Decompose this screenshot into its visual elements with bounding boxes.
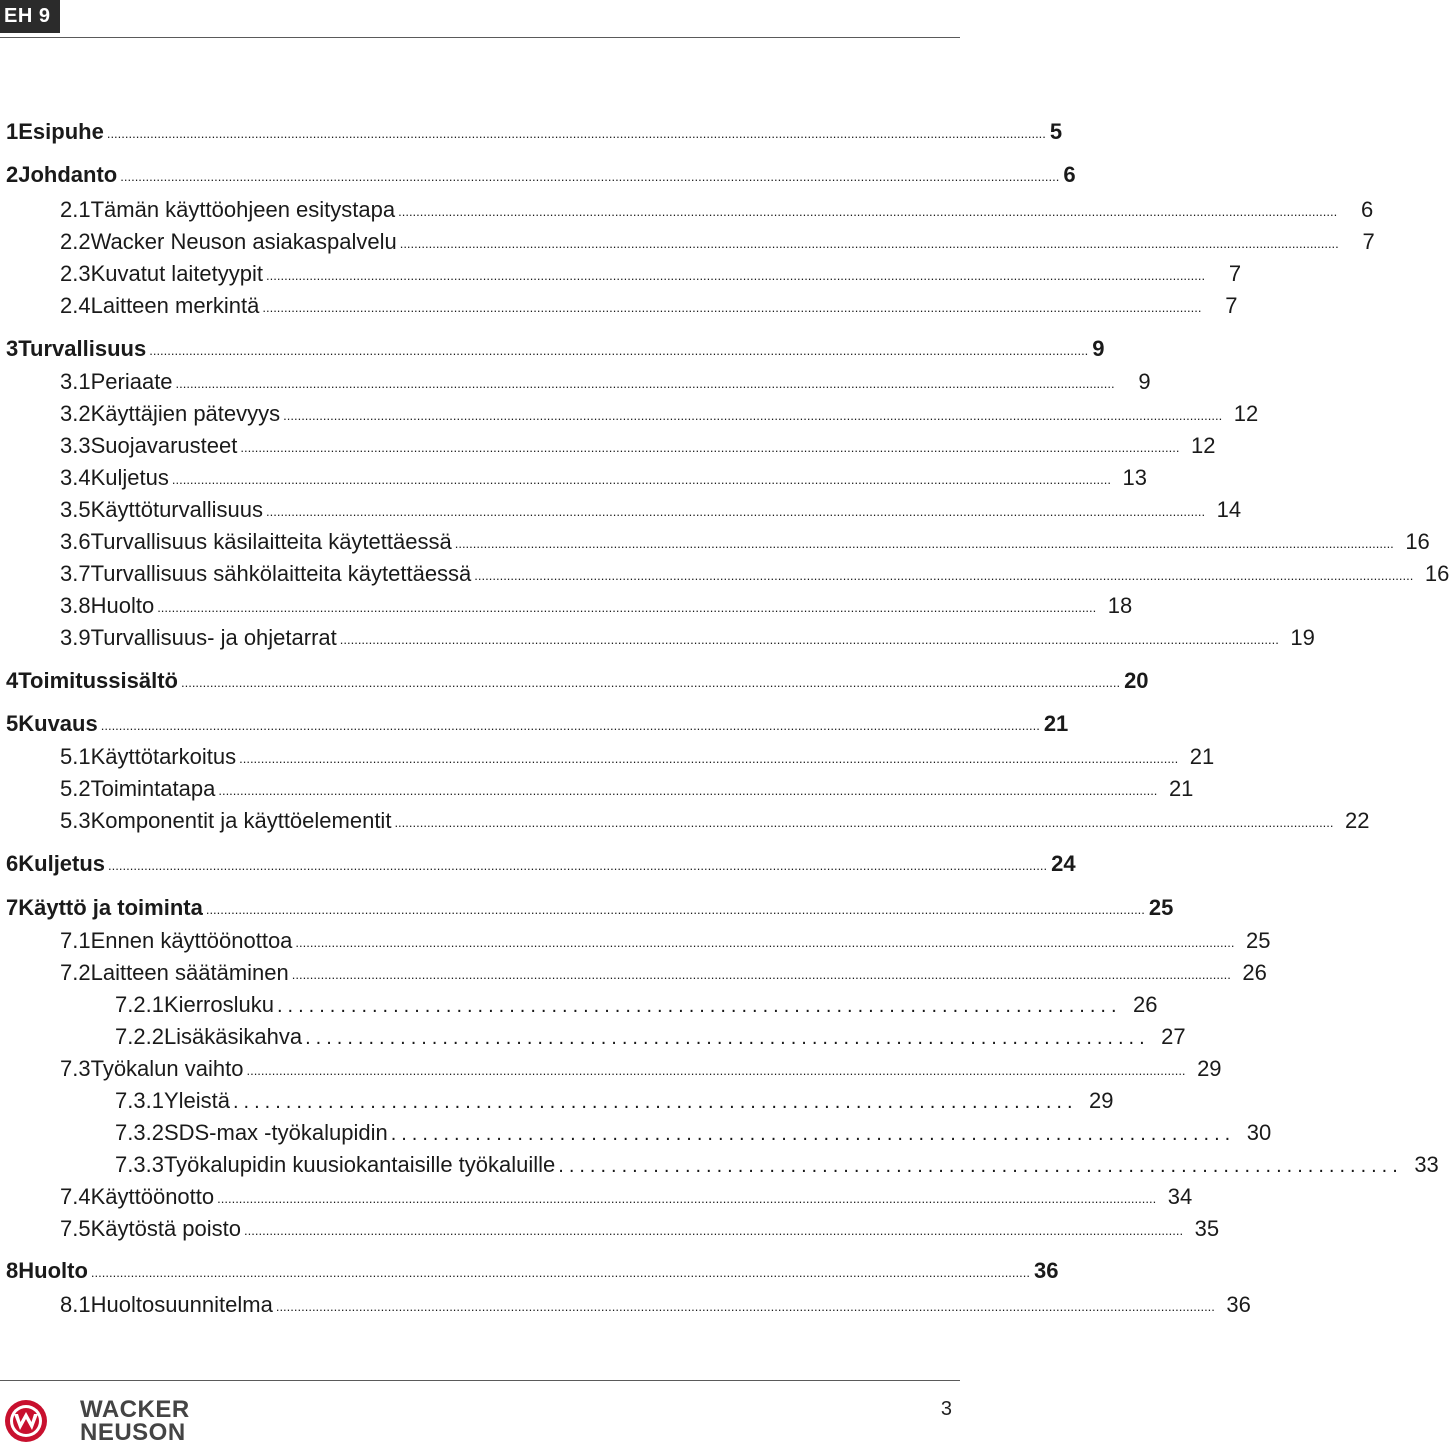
toc-entry-number: 7.4 — [60, 1184, 91, 1209]
toc-entry-title: Ennen käyttöönottoa — [90, 928, 293, 953]
toc-leader-dots: .................................................................................................................................................................................................................................................................... — [205, 902, 1145, 917]
toc-entry-number: 5.1 — [60, 744, 91, 769]
toc-entry-title: Käyttöönotto — [90, 1184, 215, 1209]
toc-entry-title: Komponentit ja käyttöelementit — [90, 808, 392, 833]
toc-entry-title: Turvallisuus käsilaitteita käytettäessä — [90, 529, 452, 554]
toc-entry-title: Tämän käyttöohjeen esitystapa — [90, 197, 396, 222]
toc-entry-number: 5.3 — [60, 808, 91, 833]
toc-entry[interactable] — [0, 625, 1315, 651]
toc-entry-page: 18 — [1107, 593, 1133, 618]
page-number: 3 — [940, 1398, 952, 1420]
toc-leader-dots: .................................................................................................................................................................................................................................................................... — [108, 858, 1048, 873]
toc-entry-number: 7.3.2 — [115, 1120, 164, 1145]
toc-entry[interactable] — [0, 668, 1149, 694]
toc-entry-page: 36 — [1033, 1258, 1059, 1283]
toc-entry-title: Suojavarusteet — [90, 433, 238, 458]
toc-entry-number: 3.2 — [60, 401, 91, 426]
toc-leader-dots: .................................................................................................................................................................................................................................................................... — [295, 935, 1235, 950]
toc-entry-page: 7 — [1362, 229, 1375, 254]
toc-entry[interactable] — [0, 401, 1259, 427]
toc-entry[interactable] — [0, 776, 1194, 802]
toc-entry-page: 5 — [1049, 119, 1063, 144]
toc-leader-dots: .................................................................................................................................................................................................................................................................... — [394, 815, 1334, 830]
toc-entry[interactable] — [0, 1056, 1222, 1082]
toc-entry[interactable] — [0, 992, 1158, 1018]
toc-entry[interactable] — [0, 808, 1370, 834]
toc-entry-title: Turvallisuus sähkölaitteita käytettäessä — [90, 561, 472, 586]
toc-entry-number: 3.5 — [60, 497, 91, 522]
toc-entry-title: Kuvaus — [18, 711, 98, 736]
toc-entry[interactable] — [0, 433, 1216, 459]
toc-leader-dots: .................................................................................................................................................................................................................................................................... — [339, 632, 1279, 647]
toc-entry-page: 12 — [1233, 401, 1259, 426]
toc-entry-number: 3 — [6, 336, 19, 361]
toc-entry[interactable] — [0, 593, 1133, 619]
toc-entry-number: 3.7 — [60, 561, 91, 586]
toc-entry[interactable] — [0, 895, 1174, 921]
toc-entry-title: Laitteen säätäminen — [90, 960, 289, 985]
toc-entry[interactable] — [0, 744, 1215, 770]
toc-entry-number: 7.1 — [60, 928, 91, 953]
toc-entry-number: 6 — [6, 851, 19, 876]
toc-entry-page: 26 — [1242, 960, 1267, 985]
toc-entry-number: 2.1 — [60, 197, 91, 222]
chapter-tab — [0, 0, 60, 33]
toc-entry[interactable] — [0, 1152, 1439, 1178]
toc-leader-dots: .................................................................................................................................................................................................................................................................... — [157, 600, 1097, 615]
toc-leader-dots: .................................................................................................................................................................................................................................................................... — [474, 568, 1414, 583]
toc-entry-title: Huoltosuunnitelma — [90, 1292, 273, 1317]
toc-entry-page: 22 — [1345, 808, 1370, 833]
toc-entry-title: Laitteen merkintä — [90, 293, 260, 318]
toc-leader-dots: .................................................................................................................................................................................................................................................................... — [266, 268, 1206, 283]
toc-leader-dots: ................................................................................ — [232, 1091, 1078, 1113]
toc-entry-title: Käytöstä poisto — [90, 1216, 242, 1241]
toc-entry-title: Huolto — [18, 1258, 88, 1283]
toc-entry[interactable] — [0, 1024, 1186, 1050]
toc-leader-dots: .................................................................................................................................................................................................................................................................... — [275, 1299, 1215, 1314]
toc-entry-page: 21 — [1043, 711, 1069, 736]
toc-leader-dots: .................................................................................................................................................................................................................................................................... — [262, 300, 1202, 315]
toc-entry[interactable] — [0, 229, 1375, 255]
toc-entry[interactable] — [0, 369, 1151, 395]
toc-entry-page: 30 — [1246, 1120, 1272, 1145]
wacker-neuson-emblem-icon — [4, 1399, 48, 1443]
toc-entry-title: Käyttötarkoitus — [90, 744, 237, 769]
toc-entry-number: 3.4 — [60, 465, 91, 490]
toc-leader-dots: .................................................................................................................................................................................................................................................................... — [149, 343, 1089, 358]
toc-entry-page: 34 — [1167, 1184, 1193, 1209]
toc-entry-page: 13 — [1122, 465, 1147, 490]
toc-entry-number: 1 — [6, 119, 19, 144]
toc-leader-dots: ................................................................................ — [390, 1123, 1236, 1145]
toc-entry-number: 2.4 — [60, 293, 91, 318]
toc-entry[interactable] — [0, 261, 1242, 287]
toc-entry[interactable] — [0, 1216, 1220, 1242]
toc-entry[interactable] — [0, 1184, 1193, 1210]
toc-entry-number: 3.8 — [60, 593, 91, 618]
toc-entry-number: 3.1 — [60, 369, 91, 394]
toc-entry-page: 24 — [1051, 851, 1076, 876]
toc-entry-page: 12 — [1190, 433, 1216, 458]
toc-entry-page: 16 — [1424, 561, 1450, 586]
toc-entry-number: 7.3.1 — [115, 1088, 164, 1113]
footer-divider — [0, 1380, 960, 1381]
toc-leader-dots: .................................................................................................................................................................................................................................................................... — [100, 718, 1040, 733]
toc-leader-dots: .................................................................................................................................................................................................................................................................... — [266, 504, 1206, 519]
toc-entry-title: Työkalupidin kuusiokantaisille työkaluille — [163, 1152, 556, 1177]
toc-leader-dots: ................................................................................ — [276, 995, 1122, 1017]
toc-leader-dots: .................................................................................................................................................................................................................................................................... — [217, 1191, 1157, 1206]
brand-line-2: NEUSON — [80, 1419, 186, 1446]
toc-entry-page: 29 — [1197, 1056, 1222, 1081]
toc-entry-page: 9 — [1092, 336, 1105, 361]
toc-entry-number: 2.3 — [60, 261, 91, 286]
toc-entry-title: Periaate — [90, 369, 173, 394]
toc-entry[interactable] — [0, 851, 1076, 877]
toc-entry[interactable] — [0, 465, 1147, 491]
toc-entry-title: Turvallisuus — [18, 336, 147, 361]
toc-leader-dots: ................................................................................ — [558, 1155, 1403, 1177]
toc-entry-title: Huolto — [90, 593, 155, 618]
toc-entry-page: 26 — [1133, 992, 1158, 1017]
toc-leader-dots: .................................................................................................................................................................................................................................................................... — [239, 751, 1179, 766]
toc-entry[interactable] — [0, 1292, 1251, 1318]
toc-entry-page: 9 — [1138, 369, 1151, 394]
toc-entry[interactable] — [0, 497, 1242, 523]
toc-leader-dots: .................................................................................................................................................................................................................................................................... — [120, 169, 1060, 184]
toc-entry-number: 4 — [6, 668, 19, 693]
toc-entry-page: 6 — [1360, 197, 1374, 222]
toc-entry-number: 3.3 — [60, 433, 91, 458]
toc-leader-dots: .................................................................................................................................................................................................................................................................... — [244, 1223, 1184, 1238]
toc-entry-title: Kierrosluku — [163, 992, 274, 1017]
toc-entry-title: Toimintatapa — [90, 776, 216, 801]
toc-leader-dots: ................................................................................ — [305, 1027, 1150, 1049]
toc-entry-page: 14 — [1216, 497, 1242, 522]
toc-entry-title: Käyttö ja toiminta — [18, 895, 203, 920]
toc-entry-number: 8.1 — [60, 1292, 91, 1317]
toc-leader-dots: .................................................................................................................................................................................................................................................................... — [106, 126, 1046, 141]
toc-entry-number: 2 — [6, 162, 19, 187]
toc-entry[interactable] — [0, 1258, 1059, 1284]
toc-entry[interactable] — [0, 336, 1105, 362]
toc-entry[interactable] — [0, 928, 1271, 954]
toc-entry-number: 5.2 — [60, 776, 91, 801]
toc-entry-number: 7.2.1 — [115, 992, 164, 1017]
toc-leader-dots: .................................................................................................................................................................................................................................................................... — [171, 472, 1111, 487]
toc-leader-dots: .................................................................................................................................................................................................................................................................... — [180, 675, 1121, 690]
toc-entry-page: 36 — [1226, 1292, 1251, 1317]
toc-entry-number: 8 — [6, 1258, 19, 1283]
chapter-tab-label: EH 9 — [4, 5, 51, 27]
toc-entry-number: 7.2 — [60, 960, 91, 985]
toc-entry[interactable] — [0, 162, 1076, 188]
toc-leader-dots: .................................................................................................................................................................................................................................................................... — [175, 376, 1115, 391]
toc-entry[interactable] — [0, 561, 1450, 587]
toc-entry[interactable] — [0, 1120, 1272, 1146]
toc-entry-title: Yleistä — [163, 1088, 230, 1113]
toc-entry[interactable] — [0, 529, 1430, 555]
toc-entry[interactable] — [0, 119, 1063, 145]
toc-entry-number: 7.3.3 — [115, 1152, 164, 1177]
toc-leader-dots: .................................................................................................................................................................................................................................................................... — [291, 967, 1231, 982]
toc-entry-number: 7.3 — [60, 1056, 91, 1081]
toc-entry-title: Käyttäjien pätevyys — [90, 401, 281, 426]
toc-entry-number: 3.6 — [60, 529, 91, 554]
toc-entry-title: Turvallisuus- ja ohjetarrat — [90, 625, 337, 650]
brand-line-1: WACKER — [80, 1396, 190, 1423]
toc-leader-dots: .................................................................................................................................................................................................................................................................... — [454, 536, 1394, 551]
toc-entry-number: 7 — [6, 895, 19, 920]
toc-leader-dots: .................................................................................................................................................................................................................................................................... — [246, 1063, 1186, 1078]
toc-entry-title: Lisäkäsikahva — [163, 1024, 303, 1049]
toc-entry-number: 3.9 — [60, 625, 91, 650]
toc-entry-page: 6 — [1063, 162, 1076, 187]
toc-entry-title: Kuvatut laitetyypit — [90, 261, 264, 286]
toc-entry[interactable] — [0, 197, 1374, 223]
toc-entry[interactable] — [0, 960, 1267, 986]
toc-entry-page: 25 — [1246, 928, 1271, 953]
toc-entry-page: 29 — [1089, 1088, 1114, 1113]
toc-entry-page: 27 — [1161, 1024, 1186, 1049]
toc-entry[interactable] — [0, 293, 1238, 319]
wacker-neuson-logo — [4, 1398, 190, 1444]
toc-entry-page: 7 — [1228, 261, 1242, 286]
toc-entry-title: Käyttöturvallisuus — [90, 497, 264, 522]
toc-entry-title: Kuljetus — [18, 851, 106, 876]
toc-leader-dots: .................................................................................................................................................................................................................................................................... — [399, 236, 1339, 251]
toc-leader-dots: .................................................................................................................................................................................................................................................................... — [218, 783, 1158, 798]
toc-entry-title: SDS-max -työkalupidin — [163, 1120, 388, 1145]
toc-entry-page: 20 — [1124, 668, 1149, 693]
brand-wordmark — [80, 1398, 190, 1444]
toc-entry[interactable] — [0, 711, 1069, 737]
toc-entry-page: 21 — [1168, 776, 1194, 801]
toc-leader-dots: .................................................................................................................................................................................................................................................................... — [398, 204, 1338, 219]
header-divider — [0, 37, 960, 38]
toc-entry-page: 21 — [1189, 744, 1215, 769]
toc-entry-number: 2.2 — [60, 229, 91, 254]
toc-entry-number: 7.5 — [60, 1216, 91, 1241]
toc-entry-title: Työkalun vaihto — [90, 1056, 244, 1081]
toc-leader-dots: .................................................................................................................................................................................................................................................................... — [90, 1265, 1030, 1280]
toc-entry-title: Johdanto — [18, 162, 118, 187]
toc-entry-page: 35 — [1194, 1216, 1220, 1241]
toc-entry-number: 5 — [6, 711, 19, 736]
toc-entry-page: 7 — [1225, 293, 1238, 318]
toc-entry-title: Kuljetus — [90, 465, 169, 490]
toc-entry-page: 16 — [1405, 529, 1430, 554]
toc-entry-title: Wacker Neuson asiakaspalvelu — [90, 229, 397, 254]
toc-entry-page: 19 — [1290, 625, 1315, 650]
toc-entry[interactable] — [0, 1088, 1114, 1114]
toc-entry-page: 33 — [1414, 1152, 1439, 1177]
toc-entry-title: Toimitussisältö — [18, 668, 178, 693]
toc-leader-dots: .................................................................................................................................................................................................................................................................... — [283, 408, 1223, 423]
toc-entry-title: Esipuhe — [18, 119, 104, 144]
toc-entry-number: 7.2.2 — [115, 1024, 164, 1049]
toc-entry-page: 25 — [1148, 895, 1174, 920]
toc-leader-dots: .................................................................................................................................................................................................................................................................... — [240, 440, 1180, 455]
